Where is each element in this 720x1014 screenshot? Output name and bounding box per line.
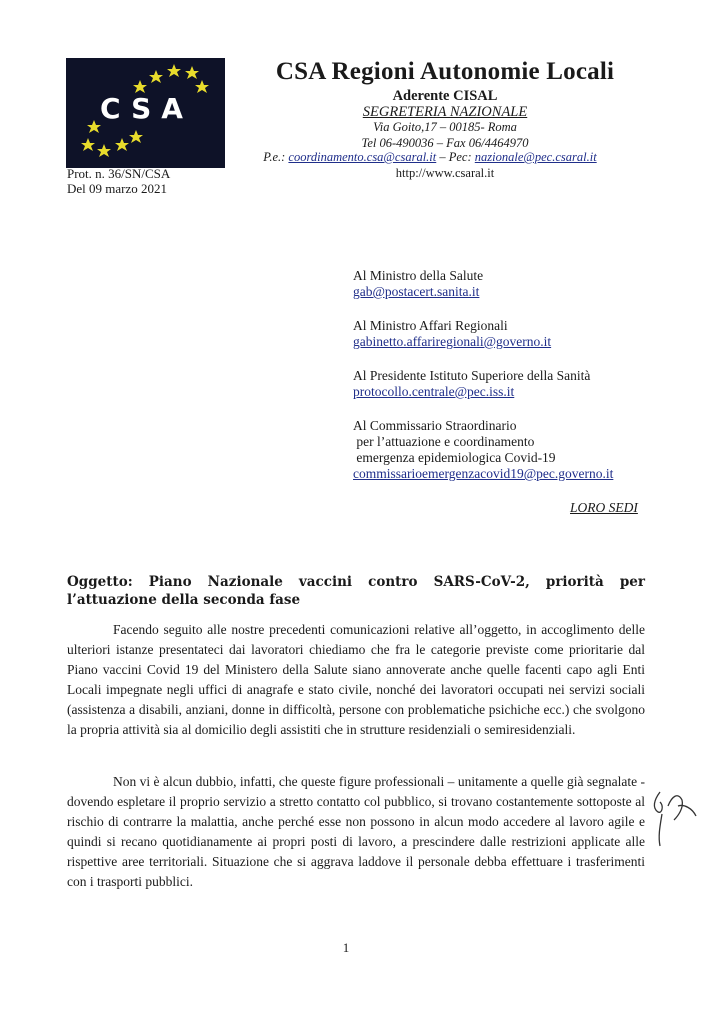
recipient-regional-affairs-minister	[353, 318, 551, 350]
recipient-email-link[interactable]: commissarioemergenzacovid19@pec.governo.it	[353, 466, 614, 481]
website-link[interactable]: http://www.csaral.it	[395, 166, 495, 180]
address: Via Goito,17 – 00185- Roma	[373, 120, 517, 134]
protocol-number: Prot. n. 36/SN/CSA	[67, 166, 171, 181]
recipient-email-link[interactable]: gab@postacert.sanita.it	[353, 284, 480, 299]
closing-loro-sedi: LORO SEDI	[570, 500, 638, 515]
handwritten-initials	[648, 786, 708, 861]
recipient-line: Al Ministro Affari Regionali	[353, 318, 508, 333]
recipient-iss-president	[353, 368, 590, 400]
csa-logo	[66, 58, 225, 168]
recipient-line: emergenza epidemiologica Covid-19	[353, 450, 556, 465]
subject-label: Oggetto:	[67, 574, 133, 590]
recipient-email-link[interactable]: gabinetto.affariregionali@governo.it	[353, 334, 552, 349]
protocol-block	[67, 166, 170, 196]
page-number: 1	[342, 940, 350, 955]
recipient-health-minister	[353, 268, 483, 300]
affiliation: Aderente CISAL	[392, 88, 498, 104]
body-paragraph-2: Non vi è alcun dubbio, infatti, che queste figure professionali – unitamente a quelle già segnalate - dovendo espletare il proprio servizio a stretto contatto col pubblico, si trovano costantemente sottoposte al rischio di contrarre la malattia, anche perché esse non possono in alcun modo accedere al lavoro agile e quindi si recano quotidianamente ai propri posti di lavoro, a prescindere dalle restrizioni applicate alle rispettive aree territoriali. Situazione che si aggrava laddove il personale debba effettuare i trasferimenti con i trasporti pubblici.	[67, 774, 645, 889]
pe-label: P.e.:	[263, 150, 289, 164]
protocol-date: Del 09 marzo 2021	[67, 181, 168, 196]
recipient-line: per l’attuazione e coordinamento	[353, 434, 535, 449]
logo-text: CSA	[100, 92, 193, 125]
body-paragraph-1: Facendo seguito alle nostre precedenti comunicazioni relative all’oggetto, in accoglimento delle ulteriori istanze presentateci dai lavoratori chiediamo che fra le categorie previste come prioritarie dal Piano vaccini Covid 19 del Ministero della Salute siano annoverate anche quelle facenti capo agli Enti Locali impegnate negli uffici di anagrafe e stato civile, nonché dei lavoratori occupati nei servizi sociali (assistenza a disabili, anziani, donne in difficoltà, persone con problematiche psichiche ecc.) che svolgono la propria attività sia al domicilio degli assistiti che in strutture residenziali o semiresidenziali.	[67, 622, 645, 737]
pe-email-link[interactable]: coordinamento.csa@csaral.it	[288, 150, 437, 164]
pec-label: – Pec:	[436, 150, 475, 164]
recipient-line: Al Commissario Straordinario	[353, 418, 517, 433]
recipient-line: Al Ministro della Salute	[353, 268, 484, 283]
logo-graphic	[66, 58, 225, 168]
phone-fax: Tel 06-490036 – Fax 06/4464970	[361, 136, 529, 150]
contact-emails	[230, 150, 630, 165]
recipient-extraordinary-commissioner	[353, 418, 613, 482]
pec-email-link[interactable]: nazionale@pec.csaral.it	[474, 150, 597, 164]
recipient-line: Al Presidente Istituto Superiore della Sanità	[353, 368, 591, 383]
recipient-email-link[interactable]: protocollo.centrale@pec.iss.it	[353, 384, 515, 399]
subject-text: Piano Nazionale vaccini contro SARS-CoV-2, priorità per l’attuazione della seconda fase	[67, 574, 645, 608]
subject	[67, 573, 645, 609]
organization-name: CSA Regioni Autonomie Locali	[275, 58, 615, 85]
secretariat: SEGRETERIA NAZIONALE	[362, 104, 528, 120]
